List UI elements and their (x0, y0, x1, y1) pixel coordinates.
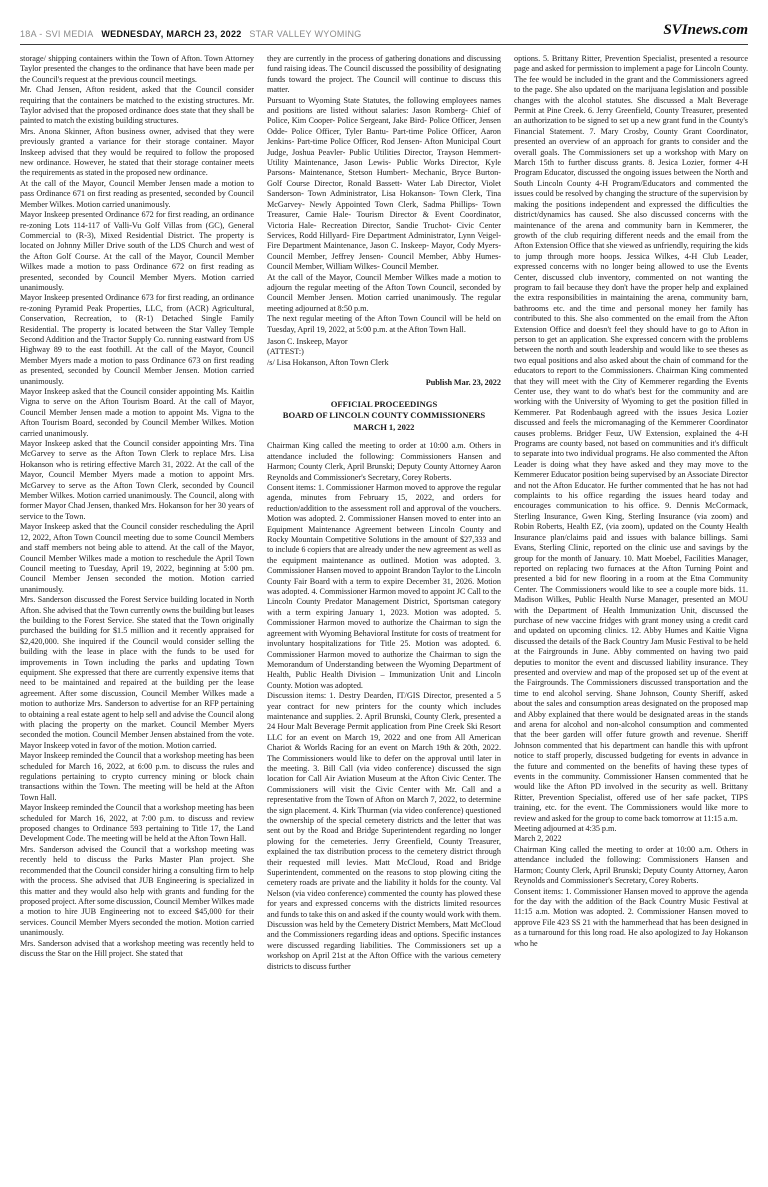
column-2-bottom-paragraphs (267, 441, 501, 972)
paragraph: Mayor Inskeep reminded the Council that a workshop meeting has been scheduled for March 16, 2022, at 7:00 p.m. to discuss and review proposed changes to Ordinance 593 pertaining to Title 17, the Land Development Code. The meeting will be held at the Afton Town Hall. (20, 803, 254, 844)
paragraph: At the call of the Mayor, Council Member Jensen made a motion to pass Ordinance 671 on first reading as presented, seconded by Council Member Wilkes. Motion carried unanimously. (20, 178, 254, 209)
publication-location: STAR VALLEY WYOMING (249, 29, 362, 39)
website-masthead: SVInews.com (663, 22, 748, 38)
header-divider (20, 44, 748, 45)
paragraph: At the call of the Mayor, Council Member Wilkes made a motion to adjourn the regular meeting of the Afton Town Council, seconded by Council Member Jensen. Motion carried unanimously. The regular meeting adjourned at 8:50 p.m. (267, 272, 501, 313)
heading-line: OFFICIAL PROCEEDINGS (330, 398, 438, 409)
paragraph: Mayor Inskeep asked that the Council consider appointing Mrs. Tina McGarvey to serve as the Afton Town Clerk to replace Mrs. Lisa Hokanson who is retiring effective March 31, 2022. At the call of the Mayor, Council Member Myers made a motion to appoint Mrs. McGarvey to serve as the Afton Town Clerk, seconded by Council Member Wilkes. Motion carried unanimously. The Council, along with former Mayor Chad Jensen, thanked Mrs. Hokanson for her 30 years of service to the Town. (20, 439, 254, 521)
paragraph: Chairman King called the meeting to order at 10:00 a.m. Others in attendance included the following: Commissioners Hansen and Harmon; County Clerk, April Brunski; Deputy County Attorney, Aaron Reynolds and Commissioner's Secretary, Corey Roberts. (514, 844, 748, 886)
paragraph: Pursuant to Wyoming State Statutes, the following employees names and positions are listed without salaries: Jason Romberg- Chief of Police, Kim Cooper- Police Sergeant, Jake Bird- Police Officer, Jensen Odde- Police Officer, Tyler Bantu- Part-time Police Officer, Aaron Jenkins- Part-time Police Officer, Rod Jensen- Afton Municipal Court Judge, Joshua Peavler- Public Utilities Director, Trayson Hemmert- Utility Maintenance, Jason Lewis- Public Works Director, Kyle Parsons- Maintenance, Stetson Humbert- Mechanic, Bryce Burton- Golf Course Director, Ronald Bassett- Water Lab Director, Violet Sanderson- Town Administrator, Lisa Hokanson- Town Clerk, Tina McGarvey- Newly Appointed Town Clerk, Sadma Phillips- Town Treasurer, Camie Hale- Tourism Director & Event Coordinator, Victoria Hale- Recreation Director, Sandie Truchot- Civic Center Services, Rodd Hillyard- Fire Department Administrator, Lynn Veigel- Fire Department Maintenance, Jason C. Inskeep- Mayor, Cody Myers- Council Member, Jeffrey Jensen- Council Member, Abby Humes- Council Member, William Wilkes- Council Member. (267, 95, 501, 272)
paragraph: Mayor Inskeep presented Ordinance 672 for first reading, an ordinance re-zoning Lots 114-117 of Valli-Vu Golf Villas from (GC), General Commercial to (R-3), Mixed Residential District. The property is located on Johnny Miller Drive south of the LDS Church and west of the Afton Golf Course. At the call of the Mayor, Council Member Wilkes made a motion to pass Ordinance 672 on first reading as presented, seconded by Council Member Myers. Motion carried unanimously. (20, 210, 254, 292)
publish-date-line: Publish Mar. 23, 2022 (425, 378, 501, 388)
paragraph: Mayor Inskeep asked that the Council consider rescheduling the April 12, 2022, Afton Town Council meeting due to some Council Members and staff members not being able to attend. At the call of the Mayor, Council Member Wilkes made a motion to reschedule the April Town Council meeting to Tuesday, April 19, 2022, beginning at 5:00 pm. Council Member Jensen seconded the motion. Motion carried unanimously. (20, 522, 254, 594)
page-number-label: 18A - SVI MEDIA (20, 29, 94, 39)
paragraph: Mrs. Sanderson discussed the Forest Service building located in North Afton. She advised that the Town currently owns the building but leases the building to the Forest Service. She stated that the Town originally purchased the building for $1.5 million and it recently appraised for $2,420,000. She inquired if the Council would consider selling the building with the lease in place with the funds to be used for improvements in Town including the parks and updating Town equipment. She expressed that there are currently expensive items that need to be maintained and repaired at the building per the lease agreement. After some discussion, Council Member Wilkes made a motion to authorize Mrs. Sanderson to advertise for an RFP pertaining to obtaining a real estate agent to help sell and advise the Council along with placing the property on the market. Council Member Myers seconded the motion. Council Member Jensen abstained from the vote. Mayor Inskeep voted in favor of the motion. Motion carried. (20, 595, 254, 750)
signature-line: Jason C. Inskeep, Mayor (267, 336, 348, 346)
paragraph: Mrs. Sanderson advised the Council that a workshop meeting was recently held to discuss the Parks Master Plan project. She recommended that the Council consider hiring a consulting firm to help with the process. She advised that JUB Engineering is specialized in this matter and they would also help with grants and funding for the proposed project. After some discussion, Council Member Wilkes made a motion to hire JUB Engineering not to exceed $45,000 for their services. Council Member Myers seconded the motion. Motion carried unanimously. (20, 844, 254, 938)
column-1 (20, 54, 254, 972)
paragraph: Consent items: 1. Commissioner Harmon moved to approve the regular agenda, minutes from February 15, 2022, and orders for reduction/addition to the assessment roll and approval of the vouchers. Motion was adopted. 2. Commissioner Hansen moved to enter into an Equipment Maintenance Agreement between Lincoln County and Rocky Mountain Competitive Solutions in the amount of $27,333 and to include 6 copiers that are already under the new agreement as well as the equipment maintenance as outlined. Motion was adopted. 3. Commissioner Hansen moved to appoint Brandon Taylor to the Lincoln County Fair Board with a term to expire December 31, 2026. Motion was adopted. 4. Commissioner Harmon moved to appoint JC Call to the Lincoln County Predator Management District, Sportsman category with a term expiring January 1, 2023. Motion was adopted. 5. Commissioner Harmon moved to authorize the Chairman to sign the agreement with Wyoming Behavioral Institute for costs of treatment for involuntary hospitalizations for Title 25. Motion was adopted. 6. Commissioner Harmon moved to authorize the Chairman to sign the Memorandum of Understanding between the Wyoming Department of Health, Public Health Division – Immunization Unit and Lincoln County. Motion was adopted. (267, 483, 501, 690)
signature-block (267, 337, 501, 368)
paragraph: Mrs. Sanderson advised that a workshop meeting was recently held to discuss the Star on the Hill project. She stated that (20, 938, 254, 958)
paragraph: Mayor Inskeep asked that the Council consider appointing Ms. Kaitlin Vigna to serve on the Afton Tourism Board. At the call of Mayor, Council Member Jensen made a motion to appoint Ms. Vigna to the Afton Tourism Board, seconded by Council Member Wilkes. Motion carried unanimously. (20, 387, 254, 438)
paragraph: March 2, 2022 (514, 834, 562, 844)
paragraph: The next regular meeting of the Afton Town Council will be held on Tuesday, April 19, 2022, at 5:00 p.m. at the Afton Town Hall. (267, 314, 501, 334)
paragraph: Discussion items: 1. Destry Dearden, IT/GIS Director, presented a 5 year contract for new printers for the county which includes maintenance and supplies. 2. April Brunski, County Clerk, presented a 24 Hour Malt Beverage Permit application from Pine Creek Ski Resort LLC for an event on March 19, 2022 and one from All American Chariot & Worlds Racing for an event on March 19th & 20th, 2022. The Commissioners would like to defer on the approval until later in the meeting. 3. Bill Call (via video conference) discussed the sign location for Call Air Aviation Museum at the Afton Civic Center. The Commissioners will visit the Civic Center with Mr. Call and a representative from the Town of Afton on March 7, 2022, to determine the sign placement. 4. Kirk Thurman (via video conference) questioned the ownership of the special cemetery districts and the letter that was sent out by the Road and Bridge Superintendent regarding no longer plowing for the cemeteries. Jerry Greenfield, County Treasurer, explained the tax distribution process to the cemetery district through their requested mill levies. Matt McCloud, Road and Bridge Superintendent, commented on the reasons to stop plowing citing the cemetery roads are private and the liability it holds for the county. Val Nelson (via video conference) commented the county has plowed these for years and expressed concerns with the districts limited resources and funds to take this on and asked if the county would work with them. Discussion was held by the Cemetery District Members, Matt McCloud and the Commissioners regarding ideas and options. Specific instances were discussed regarding liabilities. The Commissioners set up a workshop on April 21st at the Afton Office with the various cemetery districts to discuss further (267, 691, 501, 971)
signature-line: /s/ Lisa Hokanson, Afton Town Clerk (267, 357, 389, 367)
issue-date: WEDNESDAY, MARCH 23, 2022 (101, 29, 242, 39)
column-2-top-paragraphs (267, 54, 501, 335)
article-columns (20, 54, 748, 972)
paragraph: Meeting adjourned at 4:35 p.m. (514, 824, 617, 834)
paragraph: Chairman King called the meeting to order at 10:00 a.m. Others in attendance included the following: Commissioners Hansen and Harmon; County Clerk, April Brunski; Deputy County Attorney Aaron Reynolds and Commissioner's Secretary, Corey Roberts. (267, 441, 501, 482)
column-3 (514, 54, 748, 972)
paragraph: storage/ shipping containers within the Town of Afton. Town Attorney Taylor presented the changes to the ordinance that have been made per the Council's request at the previous council meetings. (20, 54, 254, 84)
paragraph: Mayor Inskeep presented Ordinance 673 for first reading, an ordinance re-zoning Pyramid Peak Properties, LLC, from (ACR) Agricultural, Conservation, Recreation, to (R-1) Detached Single Family Residential. The property is located between the Star Valley Temple Second Addition and the Tractor Supply Co. running eastward from US Highway 89 to the east foothill. At the call of the Mayor, Council Member Myers made a motion to pass Ordinance 673 on first reading as presented, seconded by Council Member Jensen. Motion carried unanimously. (20, 293, 254, 386)
signature-line: (ATTEST:) (267, 347, 304, 357)
masthead-info (20, 29, 367, 39)
paragraph: Mrs. Anona Skinner, Afton business owner, advised that they were previously granted a variance for their storage container. Mayor Inskeep advised that they would be required to follow the proposed new ordinance. However, he stated that their storage container meets the requirements as stated in the proposed new ordinance. (20, 126, 254, 178)
proceedings-heading (267, 399, 501, 434)
paragraph: Mayor Inskeep reminded the Council that a workshop meeting has been scheduled for March 16, 2022, at 6:00 p.m. to discuss the rules and regulations pertaining to crypto currency mining or block chain transactions within the Town. The meeting will be held at the Afton Town Hall. (20, 751, 254, 802)
paragraph: options. 5. Brittany Ritter, Prevention Specialist, presented a resource page and asked for permission to implement a page for Lincoln County. The fee would be included in the grant and the Commissioners agreed to the page. She also updated on the marijuana legislation and possible changes with the alcohol statutes. She discussed a Malt Beverage Permit at Pine Creek. 6. Jerry Greenfield, County Treasurer, presented an authorization to be signed to set up a new grant fund in the County's Financial Statement. 7. Mary Crosby, County Grant Coordinator, presented an overview of an approach for grants to consider and the overall goals. The Commissioners set up a workshop with Mary on March 15th to further discuss grants. 8. Jesica Lozier, former 4-H Program Educator, discussed the ongoing issues between the North and South Lincoln County 4-H Program/Educators and commented the issues could be resolved by changing the structure of the supervision by making the positions independent and expressed the difficulties the district/dynamics has caused. She also discussed concerns with the maintenance of the arena and community barn in Kemmerer, the growth of the club requiring different needs and the email from the Afton Extension Office that she viewed as unfriendly, requiring the kids to jump through more hoops. Jessica Wilkes, 4-H Club Leader, expressed concerns with no longer being allowed to use the Events Center, discussed club inventory, commented on not wanting the program to fail because they don't have the proper help and explained the extra responsibilities in maintaining the arena, community barn, bathrooms etc. and the time and personal money her family has contributed to this. She also commented on the email from the Afton Extension Office and doesn't feel they should have to go to Afton in person to get an application. She expressed concern with the problems between the north and south leadership and would like to see theses as two equal positions and also asked about the chain of command for the educators to report to the Commissioners. Chairman King commented that they will meet with the City of Kemmerer regarding the Events Center use, they want to do what's best for the community and are working with the University of Wyoming to get the position filled in Kemmerer. Pat Rodenbaugh agreed with the issues Jesica Lozier discussed and feels the micromanaging of the Kemmerer Coordinator causes problems. Bridger Feuz, UW Extension, explained the 4-H Programs are county based, not based on communities and it's difficult to separate into two individual programs. He also commented the Afton Leader is doing what they have asked and they may move to the Kemmerer Educator position being supervised by an Associate Director and not the Afton Educator. He further commented that he has not had complaints to his office regarding the issues heard today and encourages communication to his office. 9. Dennis McCormack, Sterling Insurance, Gwen King, Sterling Insurance (via zoom) and Robin Roberts, Health EZ, (via zoom), updated on the County Health Insurance plan/claims paid and issues with balance billings. Sami Evans, Sterling Clinic, reported on the clinic use and savings by the group for the month of January. 10. Matt Moebel, Facilities Manager, reported on replacing two furnaces at the Afton Turning Point and presented a bid for new flooring in a room at the Etna Community Center. The Commissioners would like to see a couple more bids. 11. Madison Wilkes, Public Health Nurse Manager, presented an MOU with the Department of Health Immunization Unit, discussed the purchase of new vaccine fridges with grant money using a credit card and updated on upcoming clinics. 12. Abby Humes and Kaitie Vigna discussed the details of the Back Country Jam Music Festival to be held at the Fairgrounds in June. Abby commented on having two paid deputies to monitor the event and discussed liability insurance. They presented and overview and map of the proposed set up of the event at the Fairgrounds. The Commissioners discussed transportation and the time to end alcohol serving. Shane Johnson, County Sheriff, asked about the sales and consumption areas designated on the proposed map and Abby explained that there would be designated areas in the stands and arena for alcohol and non-alcohol consumption and commented that the beer garden will offer future growth and revenue. Sheriff Johnson commented that his department can handle this with upfront notice to staff properly, discussed budgeting for events in advance in the future and commented on the benefits of having these types of events in the community. Commissioner Hansen commented that he would like the Afton PD involved in the security as well. Brittany Ritter, Prevention Specialist, offered use of her safe packet, TIPS training, etc. for the event. The Commissioners would like more to review and asked for the group to come back tomorrow at 11:15 a.m. (514, 54, 749, 823)
column-2 (267, 54, 501, 972)
heading-line: MARCH 1, 2022 (353, 421, 415, 432)
paragraph: Consent items: 1. Commissioner Hansen moved to approve the agenda for the day with the addition of the Back Country Music Festival at 11:15 a.m. Motion was adopted. 2. Commissioner Hansen moved to approve File 423 SS 21 with the hammerhead that has been designed in as a turnaround for this long road. He also apologized to Jay Hokanson who he (514, 886, 748, 948)
page-header (20, 22, 748, 42)
heading-line: BOARD OF LINCOLN COUNTY COMMISSIONERS (282, 410, 486, 421)
paragraph: they are currently in the process of gathering donations and discussing fund raising ideas. The Council discussed the possibility of designating funds toward the project. The Council will continue to discuss this matter. (267, 54, 501, 95)
paragraph: Mr. Chad Jensen, Afton resident, asked that the Council consider requiring that the containers be matched to the existing structures. Mr. Taylor advised that the proposed ordinance does state that they shall be painted to match the existing building structures. (20, 85, 254, 126)
